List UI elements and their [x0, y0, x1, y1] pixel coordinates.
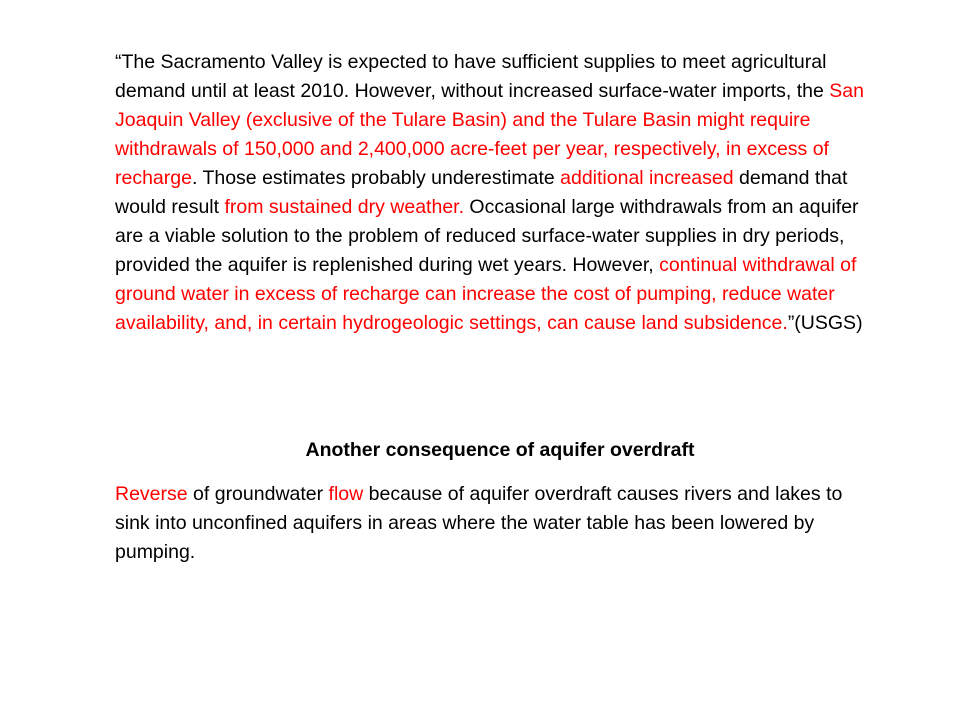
quote-source: ”(USGS): [787, 312, 863, 334]
quote-text-estimates: . Those estimates probably underestimate: [191, 167, 561, 189]
quote-highlight-dry-weather: from sustained dry weather.: [224, 196, 465, 218]
quote-highlight-continual-withdrawal: continual withdrawal of ground water in excess of recharge can increase the cost of pumping, reduce water availability, and, in certain hydrogeologic settings, can cause land subsidence.: [115, 254, 857, 334]
section-heading: Another consequence of aquifer overdraft: [305, 439, 695, 461]
quote-highlight-withdrawals: San Joaquin Valley (exclusive of the Tulare Basin) and the Tulare Basin might require withdrawals of 150,000 and 2,400,000 acre-feet per year, respectively, in excess of recharge: [115, 80, 864, 189]
consequence-paragraph: [115, 480, 865, 567]
quote-text-occasional: Occasional large withdrawals from an aquifer are a viable solution to the problem of reduced surface-water supplies in dry periods, provided the aquifer is replenished during wet years. However,: [115, 196, 859, 276]
consequence-highlight-flow: flow: [328, 483, 364, 505]
quote-text-intro: “The Sacramento Valley is expected to have sufficient supplies to meet agricultural demand until at least 2010. However, without increased surface-water imports, the: [115, 51, 830, 102]
consequence-highlight-reverse: Reverse: [115, 483, 188, 505]
quote-highlight-additional-increased: additional increased: [560, 167, 734, 189]
consequence-text-rest: because of aquifer overdraft causes rivers and lakes to sink into unconfined aquifers in areas where the water table has been lowered by pumping.: [115, 483, 843, 563]
consequence-text-groundwater: of groundwater: [187, 483, 329, 505]
usgs-quote-paragraph: [115, 48, 865, 338]
quote-text-demand: demand that would result: [115, 167, 848, 218]
